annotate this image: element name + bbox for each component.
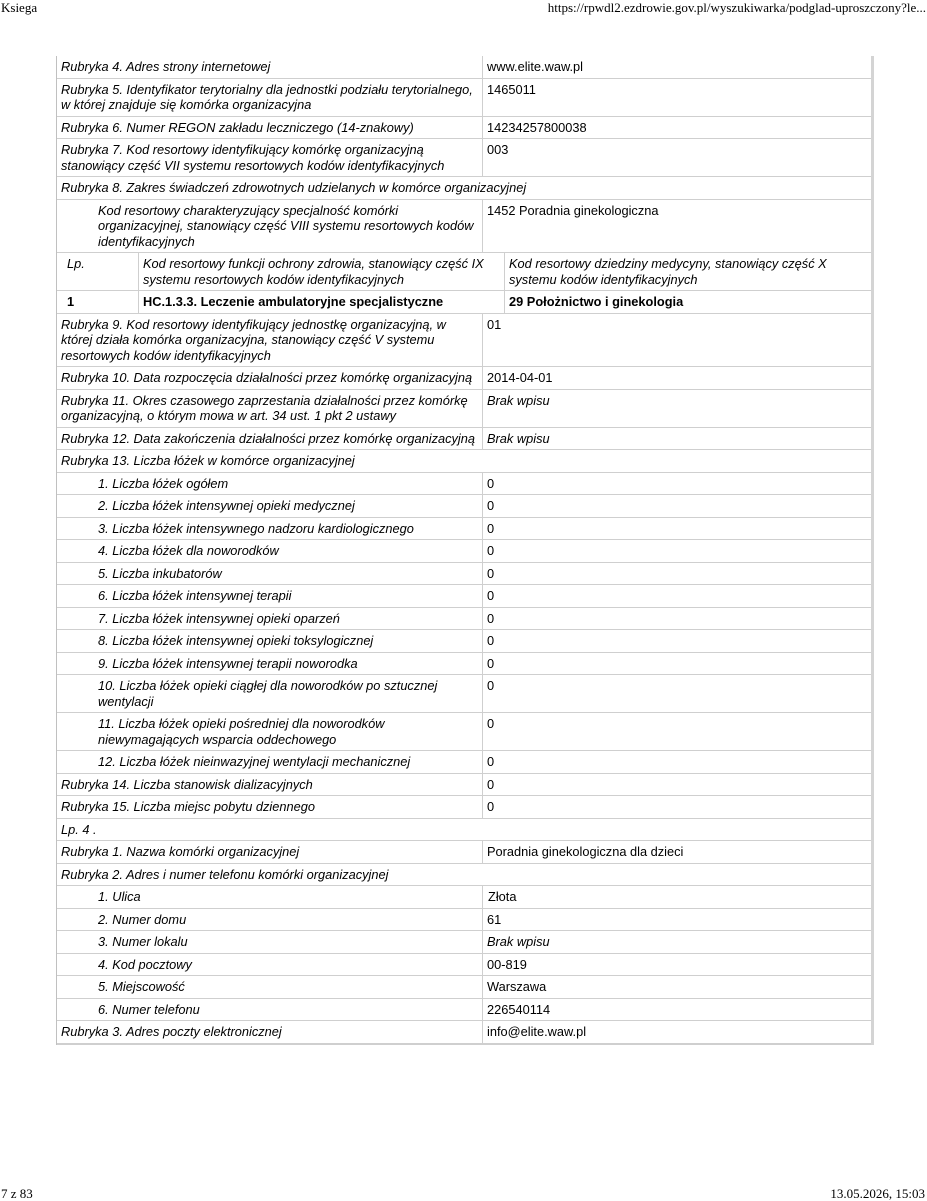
row-function: HC.1.3.3. Leczenie ambulatoryjne specjalistyczne [139, 291, 505, 313]
bed-count-row [57, 630, 871, 653]
rubryka-13-row [57, 450, 871, 473]
entry-number: Lp. 4 . [61, 821, 97, 837]
rubryka-label: Rubryka 14. Liczba stanowisk dializacyjnych [57, 774, 483, 796]
rubryka-4-row [57, 56, 871, 79]
rubryka-label: Rubryka 3. Adres poczty elektronicznej [57, 1021, 483, 1043]
rubryka-6-row [57, 117, 871, 140]
address-row [57, 976, 871, 999]
bed-count-value: 0 [487, 588, 495, 603]
rubryka-2-row [57, 864, 871, 887]
rubryka-5-row [57, 79, 871, 117]
unit-name-value: Poradnia ginekologiczna dla dzieci [487, 844, 684, 859]
bed-count-label: 1. Liczba łóżek ogółem [57, 473, 483, 495]
bed-count-value: 0 [487, 610, 495, 626]
rubryka-14-row [57, 774, 871, 797]
address-label: 5. Miejscowość [57, 976, 483, 998]
bed-count-label: 6. Liczba łóżek intensywnej terapii [57, 585, 483, 607]
bed-count-label: 4. Liczba łóżek dla noworodków [57, 540, 483, 562]
bed-count-row [57, 653, 871, 676]
address-value: 61 [487, 911, 502, 927]
bed-count-value: 0 [487, 475, 495, 491]
address-value: Brak wpisu [487, 934, 550, 949]
rubryka-label: Rubryka 11. Okres czasowego zaprzestania działalności przez komórkę organizacyjną, o którym mowa w art. 34 ust. 1 pkt 2 ustawy [57, 390, 483, 427]
specialty-label: Kod resortowy charakteryzujący specjalność komórki organizacyjnej, stanowiący część VIII systemu resortowych kodów identyfikacyjnych [57, 200, 483, 253]
bed-count-label: 10. Liczba łóżek opieki ciągłej dla noworodków po sztucznej wentylacji [57, 675, 483, 712]
rubryka-label: Rubryka 7. Kod resortowy identyfikujący komórkę organizacyjną stanowiący część VII systemu resortowych kodów identyfikacyjnych [57, 139, 483, 176]
rubryka-label: Rubryka 6. Numer REGON zakładu leczniczego (14-znakowy) [57, 117, 483, 139]
rubryka-label: Rubryka 2. Adres i numer telefonu komórki organizacyjnej [61, 866, 389, 882]
address-value: Złota [488, 889, 517, 904]
address-row [57, 909, 871, 932]
bed-count-row [57, 713, 871, 751]
bed-count-row [57, 585, 871, 608]
column-header-function: Kod resortowy funkcji ochrony zdrowia, stanowiący część IX systemu resortowych kodów identyfikacyjnych [139, 253, 505, 290]
address-value: 00-819 [487, 956, 527, 972]
bed-count-value: 0 [487, 498, 495, 513]
address-label: 3. Numer lokalu [57, 931, 483, 953]
bed-count-label: 11. Liczba łóżek opieki pośredniej dla noworodków niewymagających wsparcia oddechowego [57, 713, 483, 750]
suspension-value: Brak wpisu [487, 392, 550, 408]
print-header-url: https://rpwdl2.ezdrowie.gov.pl/wyszukiwarka/podglad-uproszczony?le... [547, 0, 926, 15]
services-table-row [57, 291, 871, 314]
address-label: 2. Numer domu [57, 909, 483, 931]
rubryka-label: Rubryka 1. Nazwa komórki organizacyjnej [57, 841, 483, 863]
bed-count-row [57, 518, 871, 541]
print-footer-page: 7 z 83 [1, 1186, 33, 1201]
bed-count-label: 5. Liczba inkubatorów [57, 563, 483, 585]
territorial-id-value: 1465011 [487, 81, 536, 97]
address-value: 226540114 [487, 1001, 551, 1017]
rubryka-8-row [57, 177, 871, 200]
bed-count-row [57, 495, 871, 518]
rubryka-label: Rubryka 8. Zakres świadczeń zdrowotnych udzielanych w komórce organizacyjnej [61, 180, 527, 195]
address-value: Warszawa [487, 979, 547, 994]
entry-number-row [57, 819, 871, 842]
rubryka-15-row [57, 796, 871, 819]
bed-count-value: 0 [487, 754, 495, 769]
bed-count-value: 0 [487, 633, 495, 648]
dialysis-value: 0 [487, 776, 495, 792]
website-value: www.elite.waw.pl [487, 59, 584, 74]
address-row [57, 954, 871, 977]
bed-count-row [57, 563, 871, 586]
print-footer-datetime: 13.05.2026, 15:03 [830, 1186, 925, 1201]
address-label: 6. Numer telefonu [57, 999, 483, 1021]
rubryka-label: Rubryka 5. Identyfikator terytorialny dla jednostki podziału terytorialnego, w której znajduje się komórka organizacyjna [57, 79, 483, 116]
bed-count-row [57, 675, 871, 713]
rubryka-9-row [57, 314, 871, 368]
bed-count-row [57, 608, 871, 631]
registry-document [56, 56, 874, 1045]
rubryka-3-row [57, 1021, 871, 1045]
bed-count-value: 0 [487, 543, 495, 558]
column-header-lp: Lp. [57, 253, 139, 290]
bed-count-label: 12. Liczba łóżek nieinwazyjnej wentylacji mechanicznej [57, 751, 483, 773]
bed-count-label: 9. Liczba łóżek intensywnej terapii noworodka [57, 653, 483, 675]
services-table-header [57, 253, 871, 291]
regon-value: 14234257800038 [487, 119, 587, 135]
rubryka-7-row [57, 139, 871, 177]
rubryka-11-row [57, 390, 871, 428]
address-row [57, 999, 871, 1022]
bed-count-label: 3. Liczba łóżek intensywnego nadzoru kardiologicznego [57, 518, 483, 540]
specialty-row [57, 200, 871, 254]
bed-count-row [57, 540, 871, 563]
rubryka-12-row [57, 428, 871, 451]
rubryka-label: Rubryka 4. Adres strony internetowej [57, 56, 483, 78]
bed-count-value: 0 [487, 565, 495, 581]
bed-count-row [57, 473, 871, 496]
bed-count-label: 7. Liczba łóżek intensywnej opieki oparzeń [57, 608, 483, 630]
address-label: 4. Kod pocztowy [57, 954, 483, 976]
email-value: info@elite.waw.pl [487, 1024, 587, 1039]
bed-count-label: 8. Liczba łóżek intensywnej opieki toksylogicznej [57, 630, 483, 652]
rubryka-label: Rubryka 15. Liczba miejsc pobytu dziennego [57, 796, 483, 818]
print-header-title: Ksiega [1, 0, 38, 15]
address-row [57, 931, 871, 954]
address-row [57, 886, 871, 909]
rubryka-1-row [57, 841, 871, 864]
bed-count-row [57, 751, 871, 774]
row-domain: 29 Położnictwo i ginekologia [509, 294, 684, 309]
day-care-value: 0 [487, 799, 495, 814]
bed-count-value: 0 [487, 655, 495, 671]
column-header-domain: Kod resortowy dziedziny medycyny, stanowiący część X systemu kodów identyfikacyjnych [509, 256, 827, 287]
address-label: 1. Ulica [57, 886, 483, 908]
rubryka-label: Rubryka 9. Kod resortowy identyfikujący jednostkę organizacyjną, w której działa komórka organizacyjna, stanowiący część V systemu resortowych kodów identyfikacyjnych [57, 314, 483, 367]
end-date-value: Brak wpisu [487, 430, 550, 446]
rubryka-label: Rubryka 10. Data rozpoczęcia działalności przez komórkę organizacyjną [57, 367, 483, 389]
row-lp: 1 [57, 291, 139, 313]
rubryka-label: Rubryka 13. Liczba łóżek w komórce organizacyjnej [61, 453, 355, 468]
bed-count-label: 2. Liczba łóżek intensywnej opieki medycznej [57, 495, 483, 517]
bed-count-value: 0 [487, 716, 495, 731]
bed-count-value: 0 [487, 678, 495, 693]
rubryka-10-row [57, 367, 871, 390]
rubryka-label: Rubryka 12. Data zakończenia działalności przez komórkę organizacyjną [57, 428, 483, 450]
bed-count-value: 0 [487, 520, 495, 536]
org-unit-code-value: 01 [487, 316, 502, 332]
unit-code-value: 003 [487, 142, 509, 157]
specialty-value: 1452 Poradnia ginekologiczna [487, 202, 659, 218]
start-date-value: 2014-04-01 [487, 370, 553, 385]
